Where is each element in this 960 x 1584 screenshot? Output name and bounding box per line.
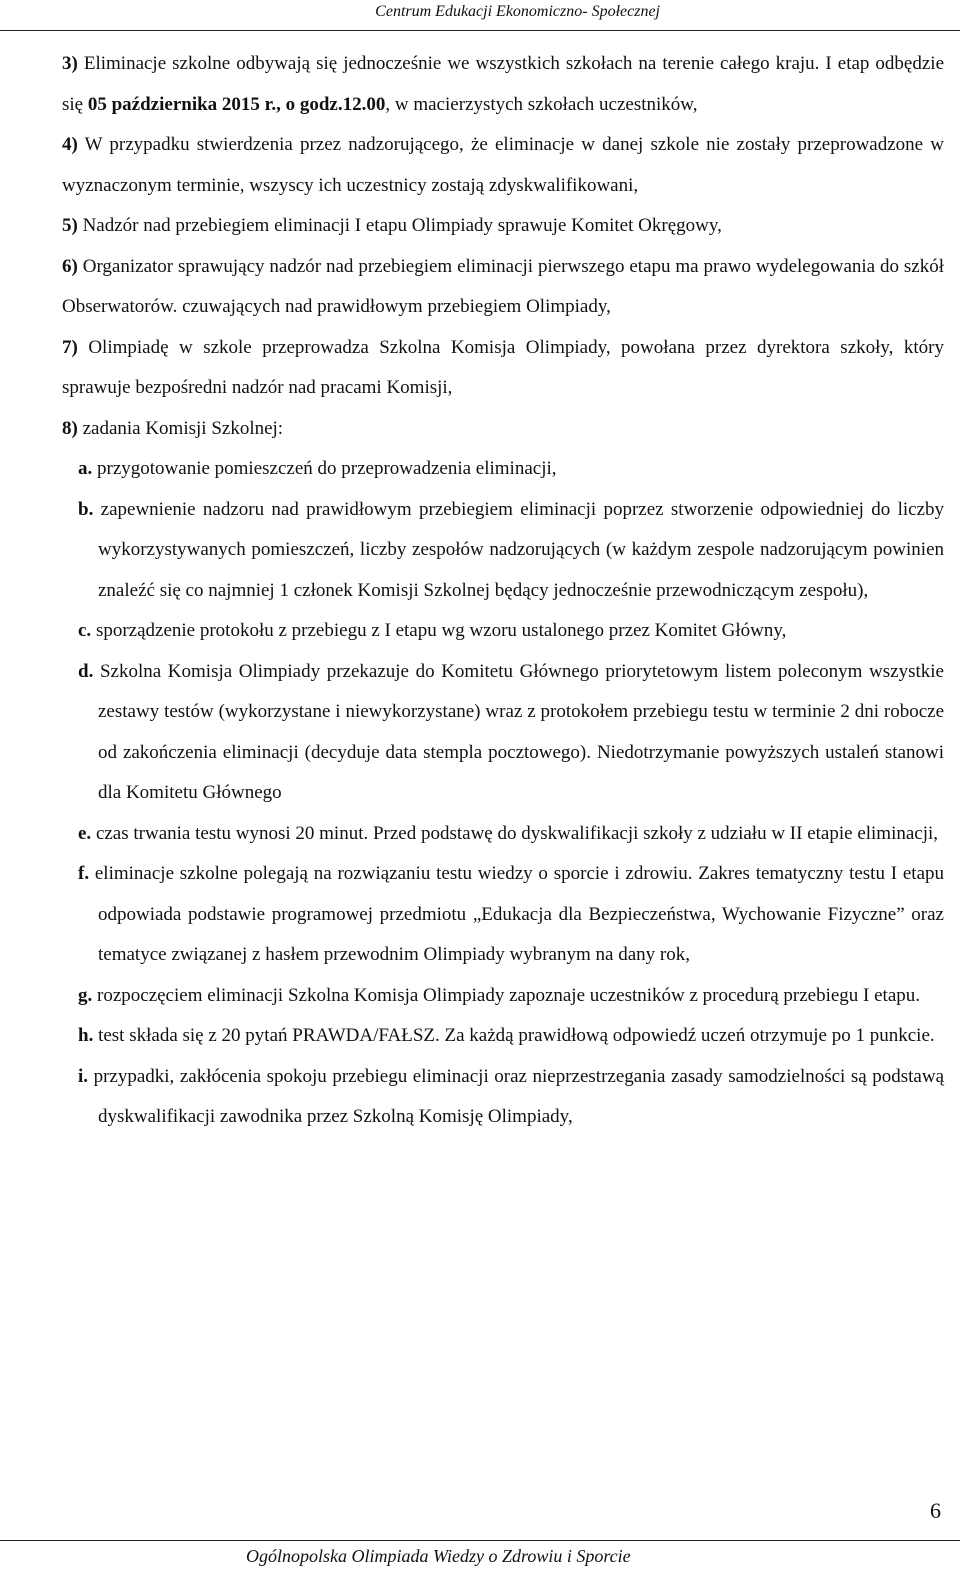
sub-item-text: czas trwania testu wynosi 20 minut. Przed podstawę do dyskwalifikacji szkoły z udziału w II etapie eliminacji, — [95, 822, 939, 844]
item-text: W przypadku stwierdzenia przez nadzorującego, że eliminacje w danej szkole nie zostały przeprowadzone w wyznaczonym terminie, wszyscy ich uczestnicy zostają zdyskwalifikowani, — [62, 134, 944, 196]
sub-item — [78, 611, 944, 652]
sub-item — [78, 652, 944, 814]
sub-item — [78, 1057, 944, 1138]
sub-item — [78, 449, 944, 490]
item-text: zadania Komisji Szkolnej: — [82, 417, 284, 439]
item-number: 6) — [62, 255, 78, 277]
sub-item — [78, 1016, 944, 1057]
item-text: Nadzór nad przebiegiem eliminacji I etapu Olimpiady sprawuje Komitet Okręgowy, — [82, 215, 722, 236]
page-number: 6 — [930, 1498, 941, 1523]
page-footer — [0, 1498, 960, 1584]
sub-item-text: przygotowanie pomieszczeń do przeprowadzenia eliminacji, — [97, 458, 557, 479]
item-number: 7) — [62, 336, 78, 358]
sub-item — [78, 490, 944, 612]
item-text: Eliminacje szkolne odbywają się jednocześnie we wszystkich szkołach na terenie całego kraju. I etap odbędzie się — [62, 53, 944, 115]
item-number: 3) — [62, 53, 78, 74]
item-text: Organizator sprawujący nadzór nad przebiegiem eliminacji pierwszego etapu ma prawo wydelegowania do szkół Obserwatorów. czuwających nad prawidłowym przebiegiem Olimpiady, — [62, 255, 944, 317]
page-header — [0, 0, 960, 31]
sub-item-marker: d. — [78, 660, 94, 682]
sub-item-text: Szkolna Komisja Olimpiady przekazuje do Komitetu Głównego priorytetowym listem poleconym wszystkie zestawy testów (wykorzystane i niewykorzystane) wraz z protokołem przebiegu testu w terminie 2 dni robocze od zakończenia eliminacji (decyduje data stempla pocztowego). Niedotrzymanie powyższych ustaleń stanowi dla Komitetu Głównego — [98, 660, 944, 803]
sub-item-marker: i. — [78, 1065, 89, 1087]
list-item — [62, 44, 944, 125]
sub-item-marker: b. — [78, 498, 94, 520]
list-item — [62, 125, 944, 206]
sub-item-text: rozpoczęciem eliminacji Szkolna Komisja Olimpiady zapoznaje uczestników z procedurą przebiegu I etapu. — [97, 984, 921, 1006]
sub-item-marker: e. — [78, 822, 92, 844]
footer-title: Ogólnopolska Olimpiada Wiedzy o Zdrowiu i Sporcie — [246, 1546, 631, 1566]
sub-item-marker: g. — [78, 984, 93, 1006]
sub-item-marker: c. — [78, 620, 92, 641]
footer-divider — [0, 1540, 960, 1541]
item-text: Olimpiadę w szkole przeprowadza Szkolna Komisja Olimpiady, powołana przez dyrektora szkoły, który sprawuje bezpośredni nadzór nad pracami Komisji, — [62, 336, 945, 398]
sub-item-text: sporządzenie protokołu z przebiegu z I etapu wg wzoru ustalonego przez Komitet Główny, — [95, 620, 787, 641]
sub-item-marker: h. — [78, 1025, 94, 1046]
list-item — [62, 206, 944, 247]
sub-item-text: eliminacje szkolne polegają na rozwiązaniu testu wiedzy o sporcie i zdrowiu. Zakres tematyczny testu I etapu odpowiada podstawie programowej przedmiotu „Edukacja dla Bezpieczeństwa, Wychowanie Fizyczne” oraz tematyce związanej z hasłem przewodnim Olimpiady wybranym na dany rok, — [94, 863, 945, 965]
sub-item-text: przypadki, zakłócenia spokoju przebiegu eliminacji oraz nieprzestrzegania zasady samodzielności są podstawą dyskwalifikacji zawodnika przez Szkolną Komisję Olimpiady, — [93, 1065, 944, 1127]
sub-item — [78, 814, 944, 855]
item-number: 5) — [62, 215, 78, 236]
list-item — [62, 409, 944, 450]
item-number: 8) — [62, 417, 78, 439]
list-item — [62, 328, 944, 409]
sub-item-marker: f. — [78, 863, 90, 884]
sub-item — [78, 854, 944, 976]
list-item — [62, 247, 944, 328]
document-body — [62, 44, 944, 1138]
sub-item-text: test składa się z 20 pytań PRAWDA/FAŁSZ. Za każdą prawidłową odpowiedź uczeń otrzymuje po 1 punkcie. — [98, 1025, 935, 1046]
item-text: , w macierzystych szkołach uczestników, — [385, 93, 698, 115]
sub-item-marker: a. — [78, 458, 93, 479]
item-number: 4) — [62, 134, 78, 155]
sub-item-text: zapewnienie nadzoru nad prawidłowym przebiegiem eliminacji poprzez stworzenie odpowiedniej do liczby wykorzystywanych pomieszczeń, liczby zespołów nadzorujących (w każdym zespole nadzorującym powinien znaleźć się co najmniej 1 członek Komisji Szkolnej będący jednocześnie przewodniczącym zespołu), — [98, 498, 944, 601]
sub-item — [78, 976, 944, 1017]
exam-date: 05 października 2015 r., o godz.12.00 — [87, 93, 386, 115]
header-title: Centrum Edukacji Ekonomiczno- Społecznej — [375, 3, 660, 20]
